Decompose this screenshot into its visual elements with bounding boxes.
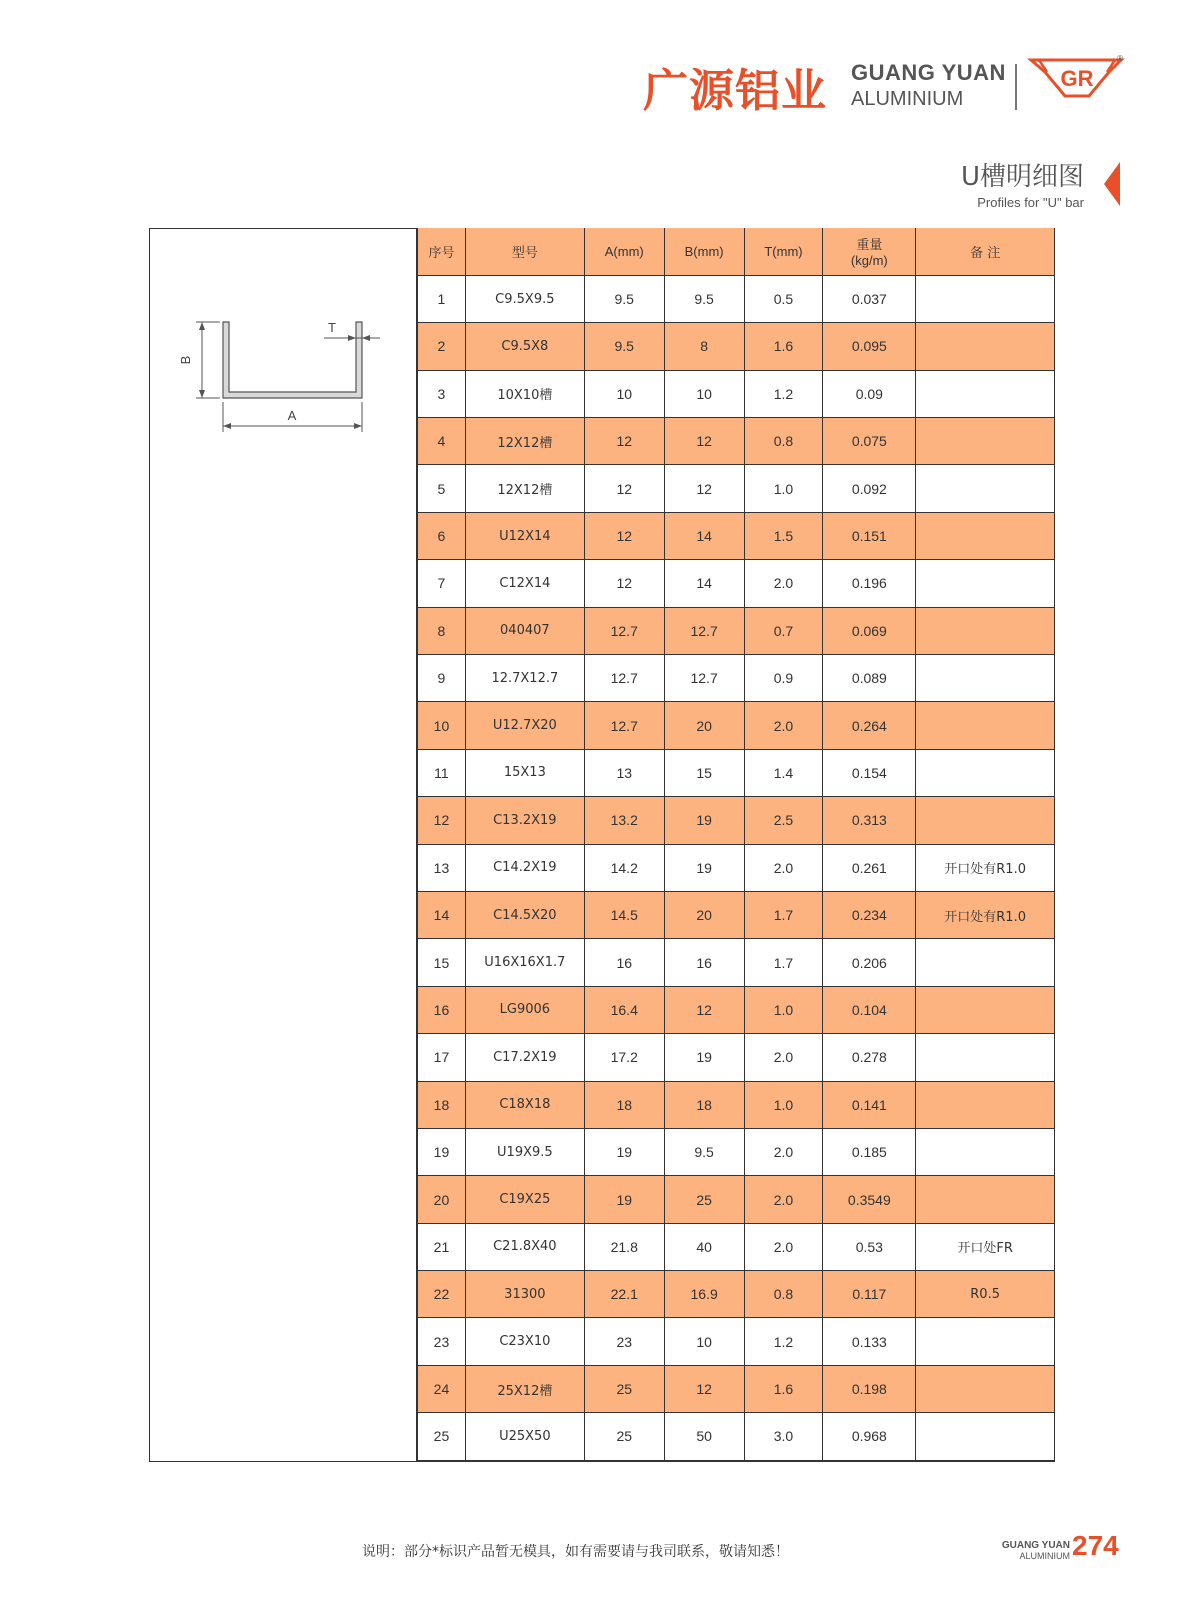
cell-no: 17 — [418, 1034, 466, 1081]
cell-t: 1.0 — [744, 465, 823, 512]
cell-t: 1.6 — [744, 323, 823, 370]
cell-model: U25X50 — [465, 1413, 584, 1460]
cell-t: 2.0 — [744, 1128, 823, 1175]
cell-note — [916, 702, 1055, 749]
cell-note — [916, 1081, 1055, 1128]
header-t: T(mm) — [744, 228, 823, 275]
cell-a: 25 — [584, 1413, 664, 1460]
cell-b: 12 — [664, 465, 744, 512]
cell-b: 40 — [664, 1223, 744, 1270]
cell-weight: 0.075 — [823, 418, 916, 465]
table-header-row — [418, 228, 1055, 275]
cell-t: 1.0 — [744, 1081, 823, 1128]
cell-model: C14.2X19 — [465, 844, 584, 891]
cell-model: LG9006 — [465, 986, 584, 1033]
cell-note — [916, 1318, 1055, 1365]
cell-weight: 0.198 — [823, 1365, 916, 1412]
cell-weight: 0.206 — [823, 939, 916, 986]
brand-logo-text: GR — [1060, 66, 1094, 91]
cell-no: 18 — [418, 1081, 466, 1128]
table-row — [418, 986, 1055, 1033]
table-row — [418, 702, 1055, 749]
table-row — [418, 1081, 1055, 1128]
cell-no: 10 — [418, 702, 466, 749]
cell-a: 12 — [584, 512, 664, 559]
cell-weight: 0.117 — [823, 1271, 916, 1318]
cell-weight: 0.278 — [823, 1034, 916, 1081]
cell-t: 2.0 — [744, 560, 823, 607]
cell-a: 12 — [584, 560, 664, 607]
cell-a: 14.5 — [584, 891, 664, 938]
cell-a: 18 — [584, 1081, 664, 1128]
cell-no: 11 — [418, 749, 466, 796]
cell-a: 14.2 — [584, 844, 664, 891]
cell-t: 2.0 — [744, 1176, 823, 1223]
cell-weight: 0.141 — [823, 1081, 916, 1128]
cell-a: 16 — [584, 939, 664, 986]
diagram-label-a: A — [287, 408, 297, 423]
cell-no: 24 — [418, 1365, 466, 1412]
cell-model: C9.5X8 — [465, 323, 584, 370]
cell-model: C9.5X9.5 — [465, 275, 584, 322]
cell-b: 16.9 — [664, 1271, 744, 1318]
cell-b: 16 — [664, 939, 744, 986]
cell-note — [916, 560, 1055, 607]
cell-note — [916, 1176, 1055, 1223]
cell-model: 15X13 — [465, 749, 584, 796]
cell-note — [916, 939, 1055, 986]
cell-b: 12.7 — [664, 655, 744, 702]
brand-separator — [1015, 64, 1017, 110]
cell-t: 1.2 — [744, 1318, 823, 1365]
brand-name-cn: 广源铝业 — [643, 64, 828, 117]
cell-note: 开口处FR — [916, 1223, 1055, 1270]
section-marker-icon — [1104, 162, 1120, 206]
cell-weight: 0.234 — [823, 891, 916, 938]
cell-weight: 0.09 — [823, 370, 916, 417]
table-row — [418, 797, 1055, 844]
cell-t: 0.9 — [744, 655, 823, 702]
cell-a: 12.7 — [584, 655, 664, 702]
cell-no: 15 — [418, 939, 466, 986]
cell-weight: 0.196 — [823, 560, 916, 607]
cell-b: 50 — [664, 1413, 744, 1460]
cell-t: 3.0 — [744, 1413, 823, 1460]
table-row — [418, 891, 1055, 938]
header-no: 序号 — [418, 228, 466, 275]
cell-model: U19X9.5 — [465, 1128, 584, 1175]
table-body — [418, 275, 1055, 1460]
cell-a: 9.5 — [584, 323, 664, 370]
brand-logo-icon — [1027, 52, 1127, 104]
table-row — [418, 1176, 1055, 1223]
cell-no: 7 — [418, 560, 466, 607]
section-title-en: Profiles for "U" bar — [977, 195, 1084, 210]
table-row — [418, 607, 1055, 654]
cell-model: C23X10 — [465, 1318, 584, 1365]
cell-note: 开口处有R1.0 — [916, 891, 1055, 938]
cell-b: 10 — [664, 370, 744, 417]
section-title-cn: U槽明细图 — [960, 162, 1084, 192]
header-weight-line1: 重量 — [856, 238, 883, 254]
cell-weight: 0.53 — [823, 1223, 916, 1270]
table-row — [418, 1365, 1055, 1412]
cell-note — [916, 1413, 1055, 1460]
cell-a: 10 — [584, 370, 664, 417]
cell-no: 5 — [418, 465, 466, 512]
cell-no: 23 — [418, 1318, 466, 1365]
table-row — [418, 749, 1055, 796]
cell-a: 23 — [584, 1318, 664, 1365]
cell-t: 1.2 — [744, 370, 823, 417]
cell-no: 12 — [418, 797, 466, 844]
cell-weight: 0.3549 — [823, 1176, 916, 1223]
cell-weight: 0.133 — [823, 1318, 916, 1365]
cell-note — [916, 1365, 1055, 1412]
u-channel-diagram-icon — [180, 318, 390, 448]
cell-a: 12 — [584, 418, 664, 465]
u-bar-spec-table — [417, 228, 1055, 1461]
cell-a: 12.7 — [584, 702, 664, 749]
cell-weight: 0.261 — [823, 844, 916, 891]
cell-weight: 0.264 — [823, 702, 916, 749]
cell-no: 9 — [418, 655, 466, 702]
cell-model: C13.2X19 — [465, 797, 584, 844]
cell-no: 1 — [418, 275, 466, 322]
cell-a: 19 — [584, 1128, 664, 1175]
cell-model: 31300 — [465, 1271, 584, 1318]
table-row — [418, 1413, 1055, 1460]
cell-b: 19 — [664, 844, 744, 891]
cell-t: 2.0 — [744, 844, 823, 891]
table-row — [418, 655, 1055, 702]
cell-model: 25X12槽 — [465, 1365, 584, 1412]
cell-model: 12X12槽 — [465, 418, 584, 465]
cell-t: 1.7 — [744, 939, 823, 986]
cell-model: 10X10槽 — [465, 370, 584, 417]
cell-b: 10 — [664, 1318, 744, 1365]
cell-weight: 0.092 — [823, 465, 916, 512]
table-row — [418, 1223, 1055, 1270]
cell-model: C21.8X40 — [465, 1223, 584, 1270]
cell-model: C14.5X20 — [465, 891, 584, 938]
cell-no: 4 — [418, 418, 466, 465]
table-row — [418, 370, 1055, 417]
cell-note — [916, 607, 1055, 654]
table-row — [418, 1128, 1055, 1175]
cell-b: 12.7 — [664, 607, 744, 654]
brand-name-en-line2: ALUMINIUM — [851, 88, 964, 110]
table-row — [418, 939, 1055, 986]
cell-b: 18 — [664, 1081, 744, 1128]
cell-note — [916, 275, 1055, 322]
cell-no: 3 — [418, 370, 466, 417]
cell-b: 12 — [664, 1365, 744, 1412]
header-b: B(mm) — [664, 228, 744, 275]
cell-note: R0.5 — [916, 1271, 1055, 1318]
cell-no: 14 — [418, 891, 466, 938]
cell-no: 25 — [418, 1413, 466, 1460]
cell-model: U12X14 — [465, 512, 584, 559]
cell-b: 14 — [664, 512, 744, 559]
cell-note — [916, 323, 1055, 370]
cell-weight: 0.151 — [823, 512, 916, 559]
table-row — [418, 1271, 1055, 1318]
cell-t: 1.7 — [744, 891, 823, 938]
table-row — [418, 1318, 1055, 1365]
cell-b: 9.5 — [664, 1128, 744, 1175]
cell-weight: 0.104 — [823, 986, 916, 1033]
table-row — [418, 465, 1055, 512]
cell-t: 1.0 — [744, 986, 823, 1033]
cell-a: 22.1 — [584, 1271, 664, 1318]
cell-b: 20 — [664, 891, 744, 938]
cell-note — [916, 655, 1055, 702]
cell-b: 12 — [664, 986, 744, 1033]
cell-weight: 0.089 — [823, 655, 916, 702]
page-number: 274 — [1072, 1530, 1119, 1561]
cell-note — [916, 512, 1055, 559]
cell-no: 2 — [418, 323, 466, 370]
cell-no: 19 — [418, 1128, 466, 1175]
registered-mark: ® — [1117, 54, 1123, 63]
cell-a: 13.2 — [584, 797, 664, 844]
cell-note — [916, 986, 1055, 1033]
table-row — [418, 418, 1055, 465]
cell-a: 13 — [584, 749, 664, 796]
footer-brand-line1: GUANG YUAN — [1001, 1540, 1070, 1551]
brand-header — [643, 52, 1123, 117]
cell-model: U12.7X20 — [465, 702, 584, 749]
cell-note — [916, 1034, 1055, 1081]
footer-brand-line2: ALUMINIUM — [1019, 1551, 1070, 1561]
cell-b: 25 — [664, 1176, 744, 1223]
cell-weight: 0.154 — [823, 749, 916, 796]
cell-weight: 0.095 — [823, 323, 916, 370]
header-weight-line2: (kg/m) — [850, 253, 888, 269]
cell-no: 16 — [418, 986, 466, 1033]
cell-a: 17.2 — [584, 1034, 664, 1081]
cell-t: 1.5 — [744, 512, 823, 559]
cell-b: 15 — [664, 749, 744, 796]
table-row — [418, 323, 1055, 370]
cell-note — [916, 418, 1055, 465]
table-row — [418, 844, 1055, 891]
cell-note — [916, 465, 1055, 512]
cell-weight: 0.185 — [823, 1128, 916, 1175]
cell-a: 16.4 — [584, 986, 664, 1033]
header-weight — [823, 228, 916, 275]
cell-model: C12X14 — [465, 560, 584, 607]
cell-model: 12.7X12.7 — [465, 655, 584, 702]
diagram-label-b: B — [178, 355, 193, 365]
cell-no: 13 — [418, 844, 466, 891]
cell-t: 0.7 — [744, 607, 823, 654]
cell-t: 2.5 — [744, 797, 823, 844]
cell-note — [916, 1128, 1055, 1175]
footer-brand — [1000, 1540, 1070, 1561]
cell-a: 9.5 — [584, 275, 664, 322]
cell-no: 6 — [418, 512, 466, 559]
section-title — [961, 156, 1084, 210]
cell-model: 12X12槽 — [465, 465, 584, 512]
cell-b: 19 — [664, 797, 744, 844]
cell-model: U16X16X1.7 — [465, 939, 584, 986]
cell-t: 1.4 — [744, 749, 823, 796]
cell-a: 25 — [584, 1365, 664, 1412]
cell-t: 0.8 — [744, 418, 823, 465]
cell-model: 040407 — [465, 607, 584, 654]
cell-b: 8 — [664, 323, 744, 370]
cell-b: 12 — [664, 418, 744, 465]
cell-model: C18X18 — [465, 1081, 584, 1128]
cell-note: 开口处有R1.0 — [916, 844, 1055, 891]
cell-b: 9.5 — [664, 275, 744, 322]
header-model: 型号 — [465, 228, 584, 275]
header-a: A(mm) — [584, 228, 664, 275]
cell-weight: 0.313 — [823, 797, 916, 844]
cell-b: 19 — [664, 1034, 744, 1081]
table-row — [418, 275, 1055, 322]
cell-model: C19X25 — [465, 1176, 584, 1223]
cell-t: 1.6 — [744, 1365, 823, 1412]
cell-weight: 0.069 — [823, 607, 916, 654]
cell-note — [916, 797, 1055, 844]
cell-t: 2.0 — [744, 1034, 823, 1081]
cell-a: 12 — [584, 465, 664, 512]
footer-note: 说明：部分*标识产品暂无模具，如有需要请与我司联系，敬请知悉！ — [362, 1544, 789, 1560]
cell-no: 20 — [418, 1176, 466, 1223]
header-note: 备 注 — [916, 228, 1055, 275]
cell-no: 22 — [418, 1271, 466, 1318]
table-row — [418, 560, 1055, 607]
brand-name-en-line1: GUANG YUAN — [851, 60, 1006, 85]
cell-t: 2.0 — [744, 1223, 823, 1270]
cell-b: 14 — [664, 560, 744, 607]
table-row — [418, 1034, 1055, 1081]
cell-note — [916, 370, 1055, 417]
cell-t: 0.8 — [744, 1271, 823, 1318]
table-row — [418, 512, 1055, 559]
cell-t: 0.5 — [744, 275, 823, 322]
cell-a: 21.8 — [584, 1223, 664, 1270]
cell-weight: 0.037 — [823, 275, 916, 322]
cell-model: C17.2X19 — [465, 1034, 584, 1081]
cell-t: 2.0 — [744, 702, 823, 749]
cell-no: 21 — [418, 1223, 466, 1270]
cell-a: 19 — [584, 1176, 664, 1223]
cell-note — [916, 749, 1055, 796]
diagram-label-t: T — [328, 320, 336, 335]
cell-a: 12.7 — [584, 607, 664, 654]
cell-weight: 0.968 — [823, 1413, 916, 1460]
cell-b: 20 — [664, 702, 744, 749]
cell-no: 8 — [418, 607, 466, 654]
